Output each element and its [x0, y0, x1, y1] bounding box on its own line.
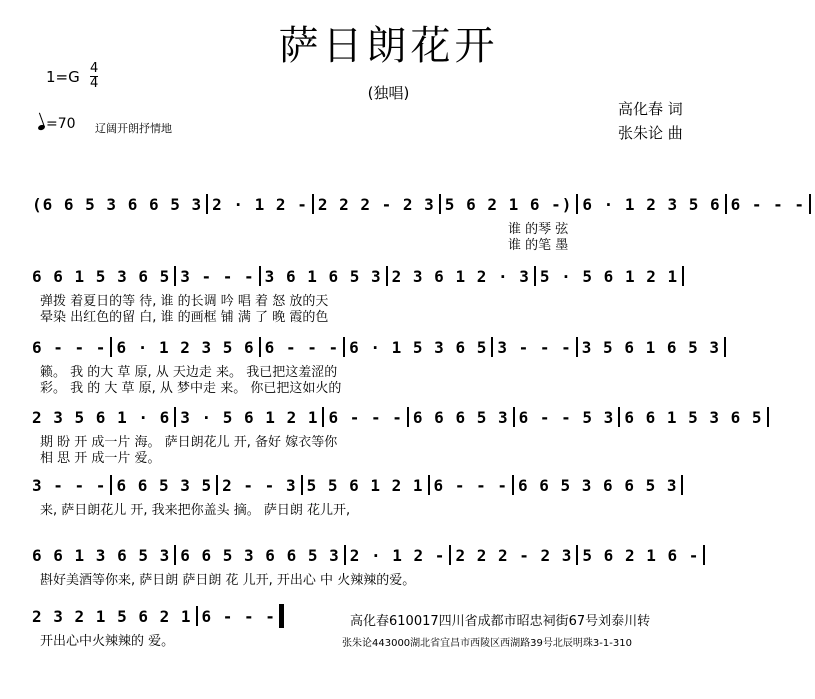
measure: 5 · 5 6 1 2 1 [539, 267, 679, 286]
barline [174, 407, 176, 427]
measure: 2 - - 3 [222, 476, 297, 495]
barline [767, 407, 769, 427]
barline [259, 337, 261, 357]
barline [322, 407, 324, 427]
time-signature [90, 62, 98, 91]
barline [513, 407, 515, 427]
measure: 6 · 1 2 3 5 6 [116, 338, 255, 357]
barline [682, 266, 684, 286]
barline [174, 545, 176, 565]
lyric-line: 籁。 我 的大 草 原, 从 天边走 来。 我已把这羞涩的 [40, 365, 338, 380]
tempo-value: =70 [46, 116, 76, 132]
barline [110, 337, 112, 357]
barline [576, 337, 578, 357]
measure: 6 - - 5 3 [518, 408, 615, 427]
song-title: 萨日朗花开 [278, 23, 499, 69]
measure: 6 6 1 5 3 6 5 [32, 267, 171, 286]
measure: 5 5 6 1 2 1 [306, 476, 424, 495]
address-lyricist: 高化春610017四川省成都市昭忠祠街67号刘泰川转 [350, 614, 651, 629]
barline [576, 194, 578, 214]
barline [512, 475, 514, 495]
barline [206, 194, 208, 214]
barline [534, 266, 536, 286]
measure: 6 - - - [730, 195, 806, 214]
measure: 6 - - - [433, 476, 508, 495]
barline [216, 475, 218, 495]
barline [703, 545, 705, 565]
lyric-line: 晕染 出红色的留 白, 谁 的画框 铺 满 了 晚 霞的色 [40, 310, 329, 325]
barline [110, 475, 112, 495]
notation-row [32, 543, 709, 569]
barline [196, 606, 198, 626]
measure: (6 6 5 3 6 6 5 3 [32, 195, 203, 214]
barline [344, 545, 346, 565]
notation-row [32, 264, 688, 290]
measure: 2 3 2 1 5 6 2 1 [32, 607, 192, 626]
barline [725, 194, 727, 214]
key-signature [46, 61, 99, 91]
barline [618, 407, 620, 427]
lyric-line: 彩。 我 的 大 草 原, 从 梦中走 来。 你已把这如火的 [40, 381, 342, 396]
notation-row [32, 473, 687, 499]
barline [259, 266, 261, 286]
measure: 3 6 1 6 5 3 [264, 267, 382, 286]
barline [576, 545, 578, 565]
measure: 6 6 5 3 6 6 5 3 [517, 476, 678, 495]
measure: 3 · 5 6 1 2 1 [180, 408, 319, 427]
lyric-line: 弹拨 着夏日的等 待, 谁 的长调 吟 唱 着 怒 放的天 [40, 294, 329, 309]
address-composer: 张朱论443000湖北省宜昌市西陵区西湖路39号北辰明珠3-1-310 [342, 638, 632, 649]
barline [809, 194, 811, 214]
tempo-mark [38, 116, 76, 132]
lyric-line: 相 思 开 成一片 爱。 [40, 451, 161, 466]
measure: 6 6 5 3 6 6 5 3 [180, 546, 340, 565]
lyric-line: 斟好美酒等你来, 萨日朗 萨日朗 花 儿开, 开出心 中 火辣辣的爱。 [40, 573, 416, 588]
measure: 6 6 1 3 6 5 3 [32, 546, 171, 565]
measure: 3 5 6 1 6 5 3 [581, 338, 721, 357]
barline [312, 194, 314, 214]
measure: 6 - - - [201, 607, 276, 626]
measure: 6 - - - [32, 338, 107, 357]
lyric-line: 来, 萨日朗花儿 开, 我来把你盖头 摘。 萨日朗 花儿开, [40, 503, 351, 518]
measure: 3 - - - [497, 338, 572, 357]
barline [386, 266, 388, 286]
song-subtitle: (独唱) [367, 84, 410, 102]
lyric-line: 谁 的琴 弦 [508, 222, 569, 237]
measure: 6 · 1 5 3 6 5 [349, 338, 488, 357]
time-numerator: 4 [90, 61, 99, 76]
barline [407, 407, 409, 427]
barline [343, 337, 345, 357]
measure: 5 6 2 1 6 -) [444, 195, 573, 214]
measure: 6 6 5 3 5 [116, 476, 213, 495]
lyricist-credit: 高化春 词 [618, 100, 683, 118]
time-denominator: 4 [90, 76, 99, 91]
lyric-line: 谁 的笔 墨 [508, 238, 569, 253]
measure: 2 3 6 1 2 · 3 [391, 267, 530, 286]
measure: 2 · 1 2 - [212, 195, 308, 214]
key-label: 1=G [46, 68, 80, 86]
measure: 5 6 2 1 6 - [582, 546, 700, 565]
barline [439, 194, 441, 214]
measure: 6 - - - [328, 408, 403, 427]
notation-row [32, 604, 284, 630]
measure: 3 - - - [180, 267, 255, 286]
expression-mark: 辽阔开朗抒情地 [95, 122, 172, 135]
measure: 2 3 5 6 1 · 6 [32, 408, 171, 427]
lyric-line: 期 盼 开 成一片 海。 萨日朗花儿 开, 备好 嫁衣等你 [40, 435, 338, 450]
notation-row [32, 192, 815, 218]
composer-credit: 张朱论 曲 [618, 124, 683, 142]
barline [681, 475, 683, 495]
barline [491, 337, 493, 357]
measure: 6 6 1 5 3 6 5 [624, 408, 763, 427]
measure: 6 6 6 5 3 [412, 408, 509, 427]
measure: 6 - - - [264, 338, 340, 357]
barline [279, 604, 284, 628]
measure: 2 2 2 - 2 3 [455, 546, 573, 565]
lyric-line: 开出心中火辣辣的 爱。 [40, 634, 175, 649]
measure: 6 · 1 2 3 5 6 [582, 195, 721, 214]
measure: 2 2 2 - 2 3 [317, 195, 435, 214]
barline [301, 475, 303, 495]
barline [174, 266, 176, 286]
quarter-note-icon [37, 124, 45, 131]
notation-row [32, 405, 773, 431]
barline [449, 545, 451, 565]
measure: 2 · 1 2 - [349, 546, 446, 565]
barline [428, 475, 430, 495]
notation-row [32, 335, 730, 361]
barline [724, 337, 726, 357]
measure: 3 - - - [32, 476, 107, 495]
